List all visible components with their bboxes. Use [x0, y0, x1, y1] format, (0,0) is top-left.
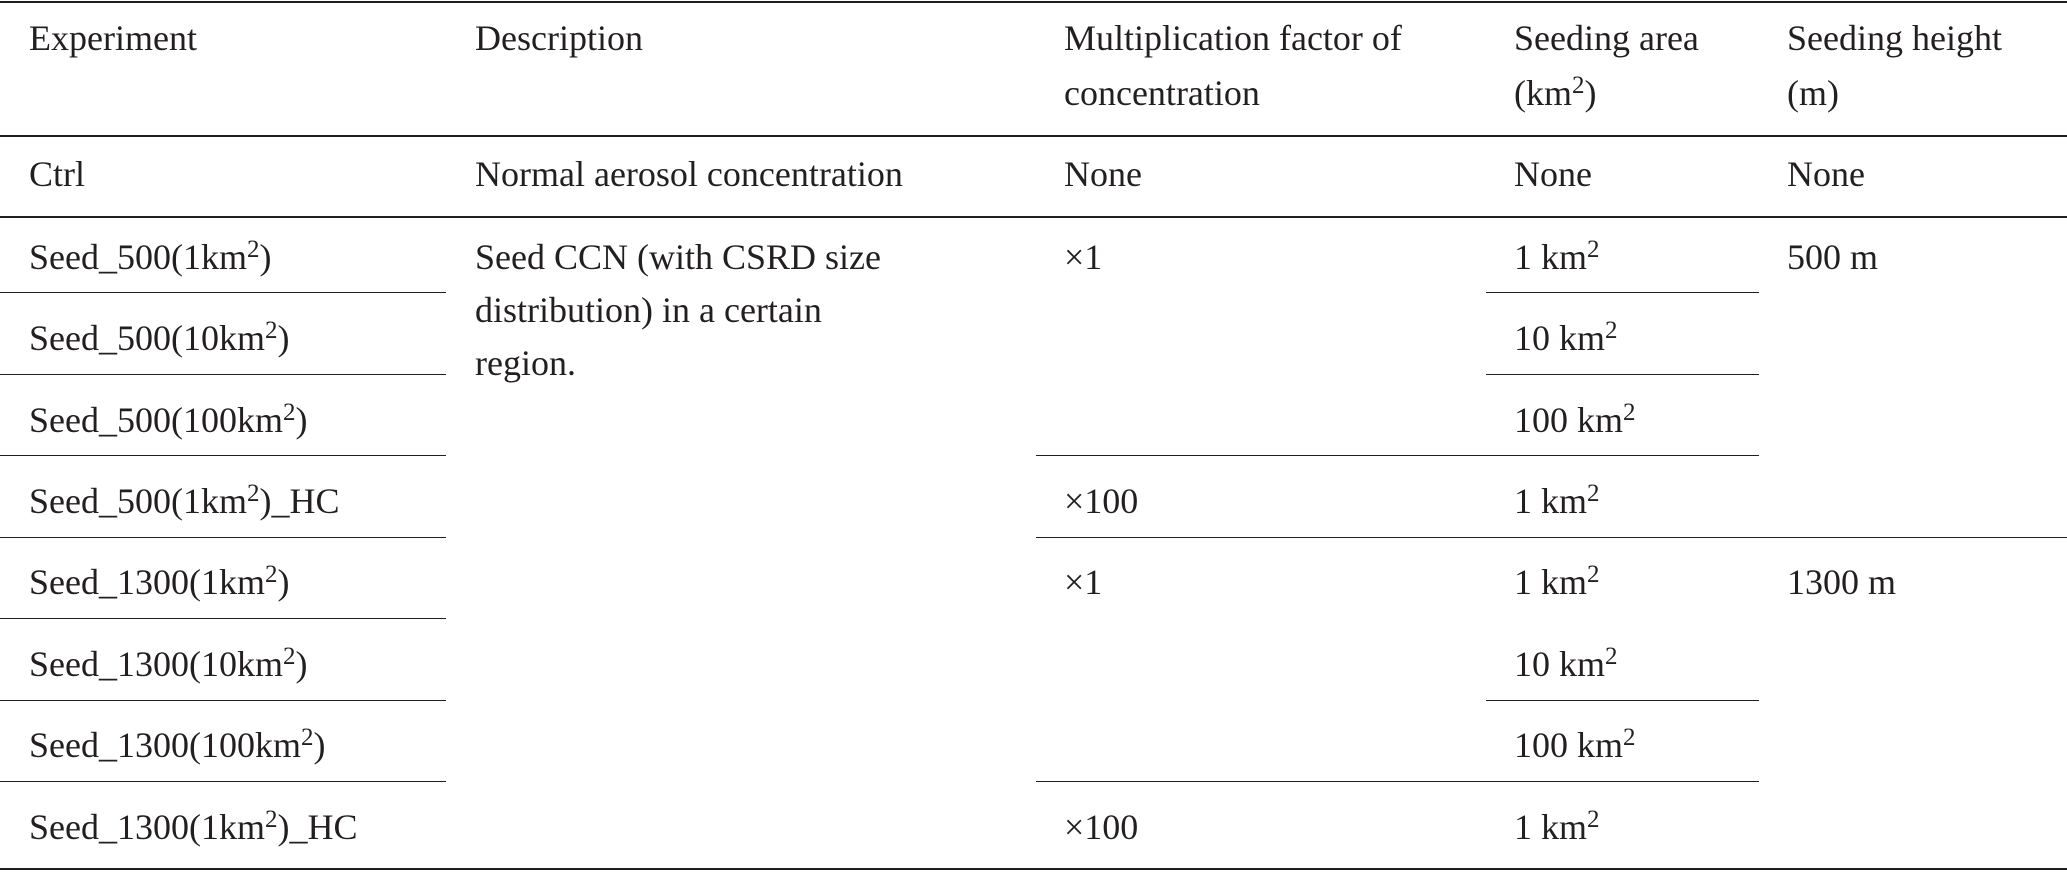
ctrl-description: Normal aerosol concentration: [475, 154, 903, 194]
header-description: Description: [475, 18, 643, 58]
seeding-area-unit-sup: 2: [1572, 72, 1585, 99]
seed-row-experiment: [29, 719, 325, 771]
seeding-area-cell: [1514, 312, 1618, 364]
seed-row-experiment: [29, 312, 289, 364]
seeding-area-value: 10 km: [1514, 318, 1606, 358]
seeding-area-value: 1 km: [1514, 481, 1588, 521]
experiment-row-divider: [0, 781, 446, 782]
seeding-area-sup: 2: [1605, 643, 1618, 670]
experiment-row-divider: [0, 374, 446, 375]
seed-row-experiment: [29, 801, 357, 853]
seed-row-experiment: [29, 394, 307, 446]
seeding-area-cell: [1514, 556, 1600, 608]
seed-description-line1: Seed CCN (with CSRD size: [475, 237, 882, 277]
seeding-area-divider: [1486, 292, 1759, 293]
experiment-name-sup: 2: [246, 236, 260, 263]
seeding-height-value: 1300 m: [1787, 562, 1897, 602]
experiment-name: Seed_500(10km: [29, 318, 265, 358]
experiment-name: Seed_1300(100km: [29, 725, 301, 765]
height-group-divider: [1036, 537, 2067, 538]
seeding-area-divider: [1486, 374, 1759, 375]
seeding-area-cell: [1514, 638, 1618, 690]
multiplication-divider: [1036, 455, 1759, 456]
seeding-area-sup: 2: [1587, 236, 1600, 263]
multiplication-factor: ×1: [1064, 237, 1103, 277]
experiment-name-suffix: ): [313, 725, 326, 765]
experiment-row-divider: [0, 537, 446, 538]
multiplication-factor: ×100: [1064, 807, 1139, 847]
seeding-area-sup: 2: [1587, 480, 1600, 507]
header-seeding-height-line1: Seeding height: [1787, 18, 2002, 58]
experiment-name: Seed_500(1km: [29, 237, 247, 277]
experiment-name-suffix: ): [277, 562, 290, 602]
top-rule: [0, 1, 2067, 3]
seeding-area-value: 10 km: [1514, 644, 1606, 684]
seed-description-line2: distribution) in a certain: [475, 290, 822, 330]
seeding-area-cell: [1514, 801, 1600, 853]
seeding-area-cell: [1514, 719, 1636, 771]
multiplication-factor: ×1: [1064, 562, 1103, 602]
experiment-name: Seed_1300(10km: [29, 644, 283, 684]
seeding-area-sup: 2: [1605, 317, 1618, 344]
seeding-area-sup: 2: [1587, 561, 1600, 588]
ctrl-multiplication: None: [1064, 154, 1142, 194]
experiment-row-divider: [0, 618, 446, 619]
ctrl-experiment: Ctrl: [29, 154, 86, 194]
seeding-area-sup: 2: [1623, 399, 1636, 426]
experiment-name-sup: 2: [300, 724, 314, 751]
seed-row-experiment: [29, 475, 339, 527]
seeding-area-unit-prefix: (km: [1514, 73, 1572, 113]
experiment-row-divider: [0, 700, 446, 701]
header-multiplication-line2: concentration: [1064, 73, 1260, 113]
seeding-area-value: 100 km: [1514, 725, 1624, 765]
experiment-name-suffix: ): [277, 318, 290, 358]
seeding-area-sup: 2: [1623, 724, 1636, 751]
experiment-name-sup: 2: [246, 480, 260, 507]
header-seeding-height-line2: (m): [1787, 73, 1839, 113]
seeding-area-unit-suffix: ): [1584, 73, 1597, 113]
experiment-name-suffix: ): [259, 237, 272, 277]
seed-row-experiment: [29, 556, 289, 608]
experiment-name: Seed_1300(1km: [29, 807, 265, 847]
experiment-name-suffix: )_HC: [259, 481, 340, 521]
ctrl-seeding-height: None: [1787, 154, 1865, 194]
multiplication-divider: [1036, 781, 1759, 782]
seed-row-experiment: [29, 231, 271, 283]
seeding-area-value: 100 km: [1514, 400, 1624, 440]
experiment-name: Seed_500(1km: [29, 481, 247, 521]
experiment-name-sup: 2: [282, 643, 296, 670]
experiment-name-sup: 2: [264, 806, 278, 833]
experiment-name: Seed_500(100km: [29, 400, 283, 440]
header-rule: [0, 135, 2067, 137]
experiment-name-suffix: )_HC: [277, 807, 358, 847]
experiment-name: Seed_1300(1km: [29, 562, 265, 602]
experiment-name-sup: 2: [282, 399, 296, 426]
ctrl-rule: [0, 216, 2067, 218]
seeding-area-sup: 2: [1587, 806, 1600, 833]
seeding-height-value: 500 m: [1787, 237, 1879, 277]
ctrl-seeding-area: None: [1514, 154, 1592, 194]
experiment-name-sup: 2: [264, 561, 278, 588]
bottom-rule: [0, 868, 2067, 870]
seeding-area-cell: [1514, 475, 1600, 527]
header-seeding-area-line2: [1514, 67, 1597, 119]
seed-row-experiment: [29, 638, 307, 690]
header-seeding-area-line1: Seeding area: [1514, 18, 1699, 58]
multiplication-factor: ×100: [1064, 481, 1139, 521]
seed-description-line3: region.: [475, 343, 576, 383]
experiment-name-sup: 2: [264, 317, 278, 344]
seeding-area-value: 1 km: [1514, 807, 1588, 847]
experiment-name-suffix: ): [295, 400, 308, 440]
header-multiplication-line1: Multiplication factor of: [1064, 18, 1402, 58]
header-experiment: Experiment: [29, 18, 197, 58]
experiment-row-divider: [0, 292, 446, 293]
seeding-area-value: 1 km: [1514, 237, 1588, 277]
seeding-area-divider: [1486, 700, 1759, 701]
experiment-row-divider: [0, 455, 446, 456]
seeding-area-value: 1 km: [1514, 562, 1588, 602]
seeding-area-cell: [1514, 394, 1636, 446]
seeding-area-cell: [1514, 231, 1600, 283]
experiment-name-suffix: ): [295, 644, 308, 684]
